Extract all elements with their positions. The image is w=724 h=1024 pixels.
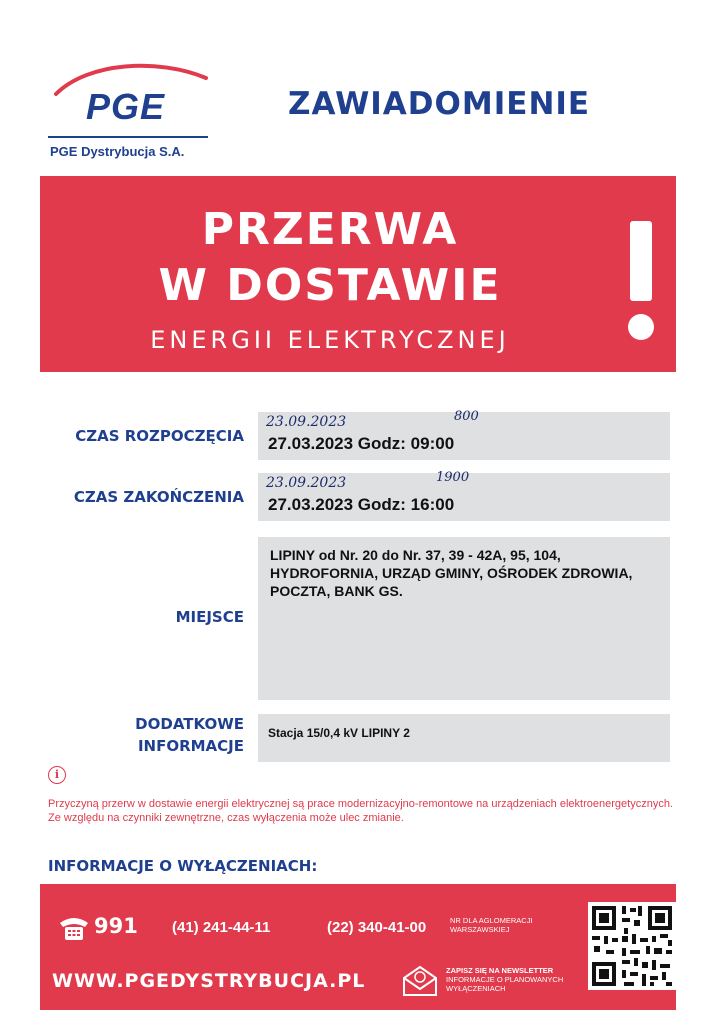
exclamation-dot [628, 314, 654, 340]
end-time-value: 27.03.2023 Godz: 16:00 [268, 495, 455, 514]
start-time-label: CZAS ROZPOCZĘCIA [75, 427, 244, 445]
banner-line-2: W DOSTAWIE [158, 260, 502, 311]
newsletter-info [446, 966, 576, 993]
start-time-value: 27.03.2023 Godz: 09:00 [268, 434, 455, 453]
end-handwritten-time: 1900 [436, 470, 470, 485]
exclamation-icon [630, 221, 652, 301]
place-value: LIPINY od Nr. 20 do Nr. 37, 39 - 42A, 95, 104, HYDROFORNIA, URZĄD GMINY, OŚRODEK ZDROWIA, POCZTA, BANK GS. [270, 547, 633, 599]
logo-text: PGE [86, 86, 166, 127]
info-icon: i [48, 766, 66, 784]
end-handwritten-date: 23.09.2023 [266, 475, 347, 491]
website-link[interactable]: WWW.PGEDYSTRYBUCJA.PL [52, 970, 366, 992]
company-name: PGE Dystrybucja S.A. [50, 144, 185, 159]
qr-code-graphic [588, 902, 676, 990]
newsletter-text: INFORMACJE O PLANOWANYCH WYŁĄCZENIACH [446, 975, 564, 993]
mail-icon [400, 964, 440, 998]
qr-code-icon[interactable] [588, 902, 676, 990]
emergency-phone: 991 [94, 914, 138, 938]
phone-number-warsaw: (22) 340-41-00 [327, 919, 427, 936]
contact-footer [40, 884, 676, 1010]
logo-underline [48, 136, 208, 138]
notice-text: Przyczyną przerw w dostawie energii elektrycznej są prace modernizacyjno-remontowe na urządzeniach elektroenergetycznych. Ze względu na czynniki zewnętrzne, czas wyłączenia może ulec zmianie. [48, 798, 673, 824]
newsletter-title: ZAPISZ SIĘ NA NEWSLETTER [446, 966, 554, 975]
additional-info-value: Stacja 15/0,4 kV LIPINY 2 [268, 726, 410, 740]
end-time-box [258, 470, 670, 521]
pge-logo [48, 56, 218, 166]
start-handwritten-date: 23.09.2023 [266, 414, 347, 430]
banner-line-1: PRZERWA [201, 204, 459, 255]
additional-info-label-1: DODATKOWE [135, 715, 244, 733]
place-label: MIEJSCE [175, 608, 244, 626]
additional-info-box [258, 714, 670, 762]
banner-line-3: ENERGII ELEKTRYCZNEJ [150, 326, 510, 354]
outage-banner [40, 176, 676, 372]
phone-icon [58, 914, 90, 942]
document-title: ZAWIADOMIENIE [288, 86, 591, 122]
outage-info-title: INFORMACJE O WYŁĄCZENIACH: [48, 857, 318, 875]
start-time-box [258, 409, 670, 460]
start-handwritten-time: 800 [454, 409, 479, 424]
place-box [258, 537, 670, 700]
additional-info-label-2: INFORMACJE [137, 737, 244, 755]
end-time-label: CZAS ZAKOŃCZENIA [73, 488, 244, 506]
phone-number-kielce: (41) 241-44-11 [172, 919, 271, 936]
phone-note: NR DLA AGLOMERACJI WARSZAWSKIEJ [450, 916, 533, 934]
